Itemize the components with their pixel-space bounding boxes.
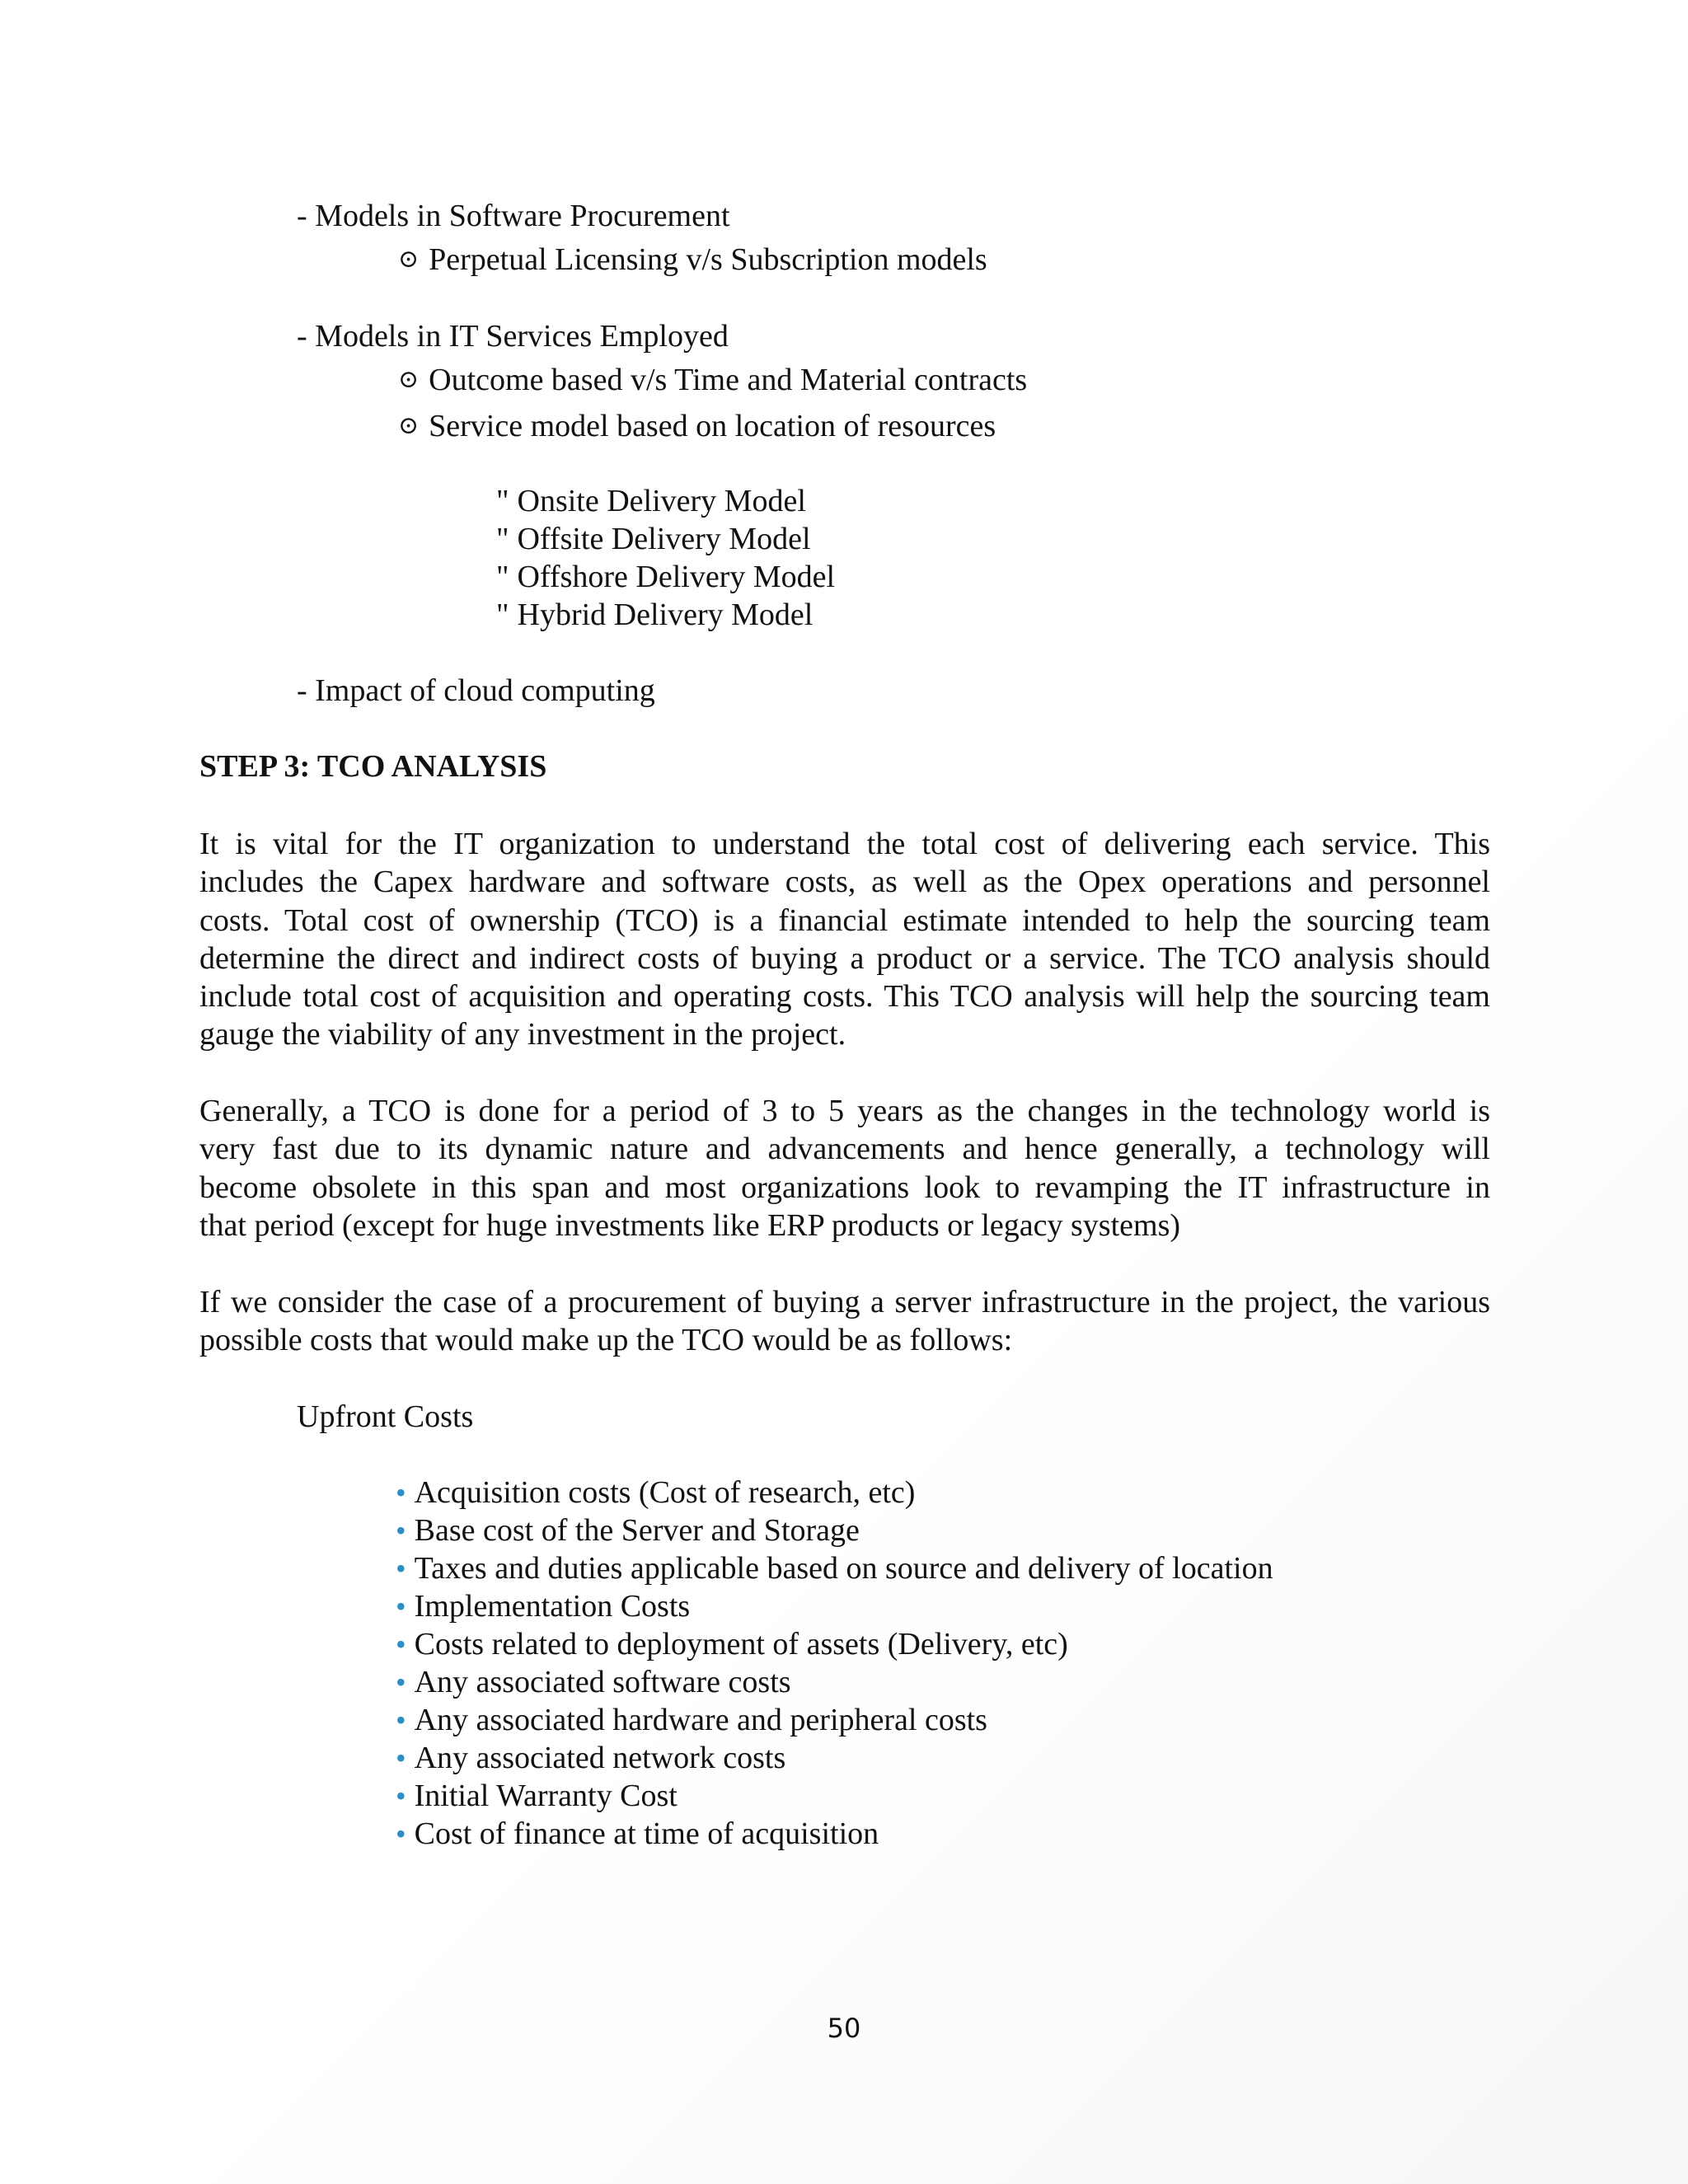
- list-item-text: Acquisition costs (Cost of research, etc): [414, 1475, 916, 1510]
- circled-dot-icon: ⊙: [398, 412, 420, 439]
- list-item-text: Any associated network costs: [414, 1741, 786, 1775]
- paragraph-line: determine the direct and indirect costs of buying a product or a service. The TCO analysis should: [199, 940, 1490, 976]
- circled-dot-icon: ⊙: [398, 366, 420, 393]
- upfront-cost-item: [396, 1739, 785, 1777]
- it-services-item: [398, 361, 1027, 399]
- software-procurement-heading: - Models in Software Procurement: [297, 199, 730, 233]
- list-item-text: Initial Warranty Cost: [414, 1779, 678, 1813]
- upfront-cost-item: [396, 1701, 987, 1739]
- it-services-heading: - Models in IT Services Employed: [297, 319, 729, 354]
- list-item-text: Service model based on location of resources: [429, 409, 996, 443]
- bullet-icon: •: [396, 1476, 406, 1509]
- list-item-text: Offshore Delivery Model: [517, 560, 836, 594]
- paragraph-line: It is vital for the IT organization to understand the total cost of delivering each service. This: [199, 827, 1490, 861]
- upfront-cost-item: [396, 1625, 1068, 1663]
- circled-dot-icon: ⊙: [398, 246, 420, 273]
- list-item-text: Taxes and duties applicable based on source and delivery of location: [414, 1551, 1273, 1586]
- bullet-icon: •: [396, 1628, 406, 1661]
- bullet-icon: •: [396, 1552, 406, 1585]
- paragraph-line: that period (except for huge investments like ERP products or legacy systems): [199, 1207, 1181, 1243]
- delivery-model-item: [496, 520, 811, 558]
- upfront-cost-item: [396, 1549, 1273, 1587]
- section-title: STEP 3: TCO ANALYSIS: [199, 749, 547, 784]
- paragraph-tco-period: [199, 1092, 1490, 1244]
- software-procurement-item: [398, 241, 987, 279]
- paragraph-line: If we consider the case of a procurement of buying a server infrastructure in the project, the various: [199, 1285, 1490, 1319]
- upfront-cost-item: [396, 1474, 915, 1511]
- paragraph-line: Generally, a TCO is done for a period of 3 to 5 years as the changes in the technology world is: [199, 1094, 1490, 1128]
- upfront-cost-item: [396, 1777, 678, 1815]
- paragraph-tco-intro: [199, 825, 1490, 1054]
- list-item-text: Costs related to deployment of assets (Delivery, etc): [414, 1627, 1068, 1661]
- cloud-heading: - Impact of cloud computing: [297, 673, 655, 708]
- quote-marker: ": [496, 560, 509, 594]
- bullet-icon: •: [396, 1590, 406, 1623]
- upfront-cost-item: [396, 1587, 690, 1625]
- bullet-icon: •: [396, 1666, 406, 1699]
- list-item-text: Cost of finance at time of acquisition: [414, 1816, 879, 1851]
- paragraph-line: become obsolete in this span and most organizations look to revamping the IT infrastructure in: [199, 1169, 1490, 1205]
- delivery-model-item: [496, 596, 813, 634]
- upfront-cost-item: [396, 1815, 879, 1853]
- it-services-item: [398, 407, 996, 445]
- paragraph-line: include total cost of acquisition and operating costs. This TCO analysis will help the sourcing team: [199, 979, 1490, 1015]
- list-item-text: Hybrid Delivery Model: [517, 598, 814, 632]
- list-item-text: Onsite Delivery Model: [517, 484, 806, 518]
- paragraph-line: includes the Capex hardware and software costs, as well as the Opex operations and personnel: [199, 865, 1490, 900]
- list-item-text: Implementation Costs: [414, 1589, 691, 1624]
- bullet-icon: •: [396, 1817, 406, 1850]
- upfront-cost-item: [396, 1663, 791, 1701]
- paragraph-line: costs. Total cost of ownership (TCO) is a financial estimate intended to help the sourcing team: [199, 902, 1490, 938]
- list-item-text: Perpetual Licensing v/s Subscription models: [429, 242, 987, 277]
- list-item-text: Any associated hardware and peripheral costs: [414, 1703, 987, 1737]
- delivery-model-item: [496, 482, 806, 520]
- paragraph-server-case: [199, 1283, 1490, 1360]
- bullet-icon: •: [396, 1514, 406, 1547]
- upfront-cost-item: [396, 1511, 860, 1549]
- list-item-text: Any associated software costs: [414, 1665, 791, 1699]
- paragraph-line: possible costs that would make up the TCO would be as follows:: [199, 1323, 1013, 1358]
- list-item-text: Outcome based v/s Time and Material contracts: [429, 363, 1028, 397]
- bullet-icon: •: [396, 1704, 406, 1736]
- quote-marker: ": [496, 598, 509, 632]
- delivery-model-item: [496, 558, 835, 596]
- paragraph-line: gauge the viability of any investment in the project.: [199, 1017, 846, 1052]
- quote-marker: ": [496, 484, 509, 518]
- list-item-text: Base cost of the Server and Storage: [414, 1513, 860, 1548]
- page-number: 50: [827, 2013, 861, 2044]
- paragraph-line: very fast due to its dynamic nature and advancements and hence generally, a technology will: [199, 1132, 1490, 1167]
- bullet-icon: •: [396, 1779, 406, 1812]
- bullet-icon: •: [396, 1741, 406, 1774]
- quote-marker: ": [496, 522, 509, 556]
- upfront-costs-heading: Upfront Costs: [297, 1399, 474, 1434]
- list-item-text: Offsite Delivery Model: [517, 522, 811, 556]
